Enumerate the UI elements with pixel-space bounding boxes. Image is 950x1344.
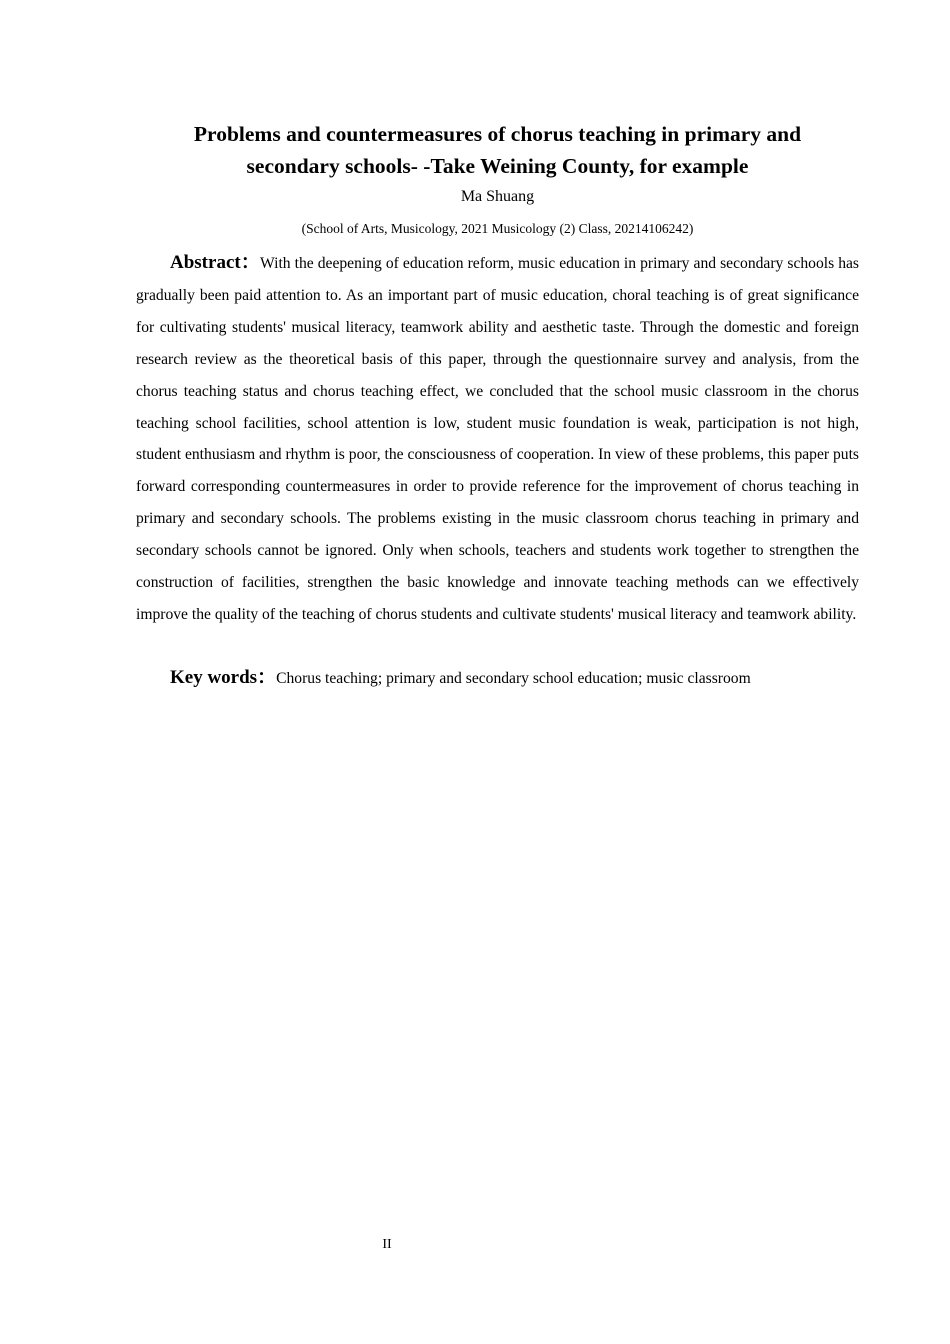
paper-title-line-1: Problems and countermeasures of chorus teaching in primary and [193, 122, 802, 146]
abstract-paragraph [136, 247, 859, 631]
abstract-heading: Abstract： [170, 252, 261, 273]
keywords-line [170, 662, 859, 695]
page-number: II [382, 1237, 392, 1252]
paper-title-line-2: secondary schools- -Take Weining County, for example [246, 154, 749, 178]
author-affiliation: (School of Arts, Musicology, 2021 Musicology (2) Class, 20214106242) [301, 221, 694, 236]
keywords-heading: Key words： [170, 667, 277, 688]
author-name: Ma Shuang [460, 188, 535, 205]
keywords-text: Chorus teaching; primary and secondary school education; music classroom [276, 670, 751, 687]
abstract-text: With the deepening of education reform, music education in primary and secondary schools has gradually been paid attention to. As an important part of music education, choral teaching is of great significance for cultivating students' musical literacy, teamwork ability and aesthetic taste. Through the domestic and foreign research review as the theoretical basis of this paper, through the questionnaire survey and analysis, from the chorus teaching status and chorus teaching effect, we concluded that the school music classroom in the chorus teaching school facilities, school attention is low, student music foundation is weak, participation is not high, student enthusiasm and rhythm is poor, the consciousness of cooperation. In view of these problems, this paper puts forward corresponding countermeasures in order to provide reference for the improvement of chorus teaching in primary and secondary schools. The problems existing in the music classroom chorus teaching in primary and secondary schools cannot be ignored. Only when schools, teachers and students work together to strengthen the construction of facilities, strengthen the basic knowledge and innovate teaching methods can we effectively improve the quality of the teaching of chorus students and cultivate students' musical literacy and teamwork ability. [136, 255, 859, 623]
paper-title [136, 118, 859, 182]
